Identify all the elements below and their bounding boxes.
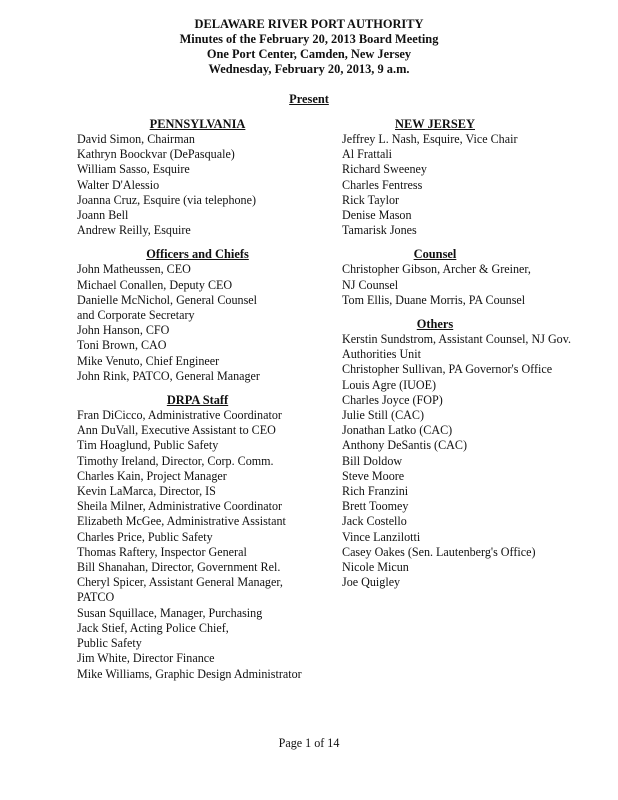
list-item: Charles Fentress [342, 177, 423, 192]
list-item: Sheila Milner, Administrative Coordinator [77, 499, 283, 514]
section-title-others: Others [416, 317, 454, 332]
list-item: and Corporate Secretary [77, 308, 195, 323]
pennsylvania-list [77, 132, 337, 238]
list-item: Andrew Reilly, Esquire [77, 223, 191, 238]
list-item: Public Safety [77, 636, 142, 651]
list-item: NJ Counsel [342, 277, 399, 292]
list-item: Authorities Unit [342, 347, 421, 362]
page-number: Page 1 of 14 [278, 736, 340, 750]
section-title-drpa-staff: DRPA Staff [166, 393, 229, 408]
list-item: Jack Stief, Acting Police Chief, [77, 620, 229, 635]
list-item: Jeffrey L. Nash, Esquire, Vice Chair [342, 132, 518, 146]
list-item: Charles Price, Public Safety [77, 529, 213, 544]
right-column [342, 117, 592, 590]
list-item: John Hanson, CFO [77, 323, 170, 338]
new-jersey-list [342, 132, 592, 238]
list-item: PATCO [77, 590, 115, 605]
list-item: Jim White, Director Finance [77, 651, 215, 666]
list-item: Richard Sweeney [342, 162, 427, 177]
list-item: John Matheussen, CEO [77, 262, 191, 277]
list-item: Nicole Micun [342, 560, 409, 575]
section-title-new-jersey: NEW JERSEY [395, 117, 475, 131]
list-item: Michael Conallen, Deputy CEO [77, 277, 233, 292]
list-item: Rich Franzini [342, 484, 409, 499]
list-item: Tim Hoaglund, Public Safety [77, 438, 219, 453]
list-item: Brett Toomey [342, 499, 409, 514]
officers-list [77, 262, 337, 384]
drpa-staff-list [77, 408, 337, 682]
list-item: Bill Shanahan, Director, Government Rel. [77, 560, 281, 575]
list-item: Steve Moore [342, 468, 405, 483]
list-item: Kevin LaMarca, Director, IS [77, 484, 216, 499]
list-item: Bill Doldow [342, 453, 403, 468]
list-item: Timothy Ireland, Director, Corp. Comm. [77, 453, 274, 468]
counsel-list [342, 262, 592, 308]
list-item: Danielle McNichol, General Counsel [77, 292, 258, 307]
document-header [0, 17, 618, 77]
list-item: Anthony DeSantis (CAC) [342, 438, 467, 453]
list-item: Al Frattali [342, 147, 393, 162]
section-new-jersey [342, 117, 592, 238]
list-item: Fran DiCicco, Administrative Coordinator [77, 408, 282, 423]
list-item: Louis Agre (IUOE) [342, 377, 437, 392]
list-item: Thomas Raftery, Inspector General [77, 544, 247, 559]
list-item: Christopher Gibson, Archer & Greiner, [342, 262, 531, 277]
list-item: Christopher Sullivan, PA Governor's Office [342, 362, 553, 377]
org-name: DELAWARE RIVER PORT AUTHORITY [194, 17, 424, 31]
section-title-counsel: Counsel [413, 247, 457, 262]
list-item: Charles Joyce (FOP) [342, 392, 443, 407]
list-item: Rick Taylor [342, 192, 400, 207]
list-item: Jonathan Latko (CAC) [342, 423, 453, 438]
list-item: Joanna Cruz, Esquire (via telephone) [77, 192, 256, 207]
meeting-location: One Port Center, Camden, New Jersey [206, 47, 412, 61]
list-item: David Simon, Chairman [77, 132, 195, 146]
section-counsel [342, 247, 592, 308]
list-item: Elizabeth McGee, Administrative Assistant [77, 514, 286, 529]
list-item: Kathryn Boockvar (DePasquale) [77, 147, 235, 162]
section-title-officers: Officers and Chiefs [146, 247, 249, 262]
others-list [342, 332, 592, 590]
list-item: Joe Quigley [342, 575, 401, 590]
meeting-datetime: Wednesday, February 20, 2013, 9 a.m. [208, 62, 410, 76]
section-drpa-staff [77, 393, 337, 682]
list-item: Toni Brown, CAO [77, 338, 167, 353]
list-item: Charles Kain, Project Manager [77, 468, 227, 483]
list-item: Ann DuVall, Executive Assistant to CEO [77, 423, 276, 438]
meeting-title: Minutes of the February 20, 2013 Board Meeting [179, 32, 439, 46]
list-item: Tamarisk Jones [342, 223, 417, 238]
list-item: Kerstin Sundstrom, Assistant Counsel, NJ Gov. [342, 332, 572, 347]
list-item: Vince Lanzilotti [342, 529, 421, 544]
list-item: William Sasso, Esquire [77, 162, 190, 177]
list-item: Susan Squillace, Manager, Purchasing [77, 605, 263, 620]
list-item: Tom Ellis, Duane Morris, PA Counsel [342, 292, 526, 307]
section-others [342, 317, 592, 590]
list-item: Julie Still (CAC) [342, 408, 424, 423]
list-item: John Rink, PATCO, General Manager [77, 368, 260, 383]
section-pennsylvania [77, 117, 337, 238]
list-item: Jack Costello [342, 514, 407, 529]
present-heading: Present [289, 92, 329, 106]
section-officers [77, 247, 337, 384]
list-item: Walter D'Alessio [77, 177, 160, 192]
list-item: Cheryl Spicer, Assistant General Manager, [77, 575, 283, 590]
list-item: Joann Bell [77, 208, 129, 223]
section-title-pennsylvania: PENNSYLVANIA [149, 117, 246, 131]
left-column [77, 117, 337, 682]
list-item: Denise Mason [342, 208, 412, 223]
list-item: Mike Williams, Graphic Design Administrator [77, 666, 302, 681]
list-item: Casey Oakes (Sen. Lautenberg's Office) [342, 544, 536, 559]
list-item: Mike Venuto, Chief Engineer [77, 353, 220, 368]
